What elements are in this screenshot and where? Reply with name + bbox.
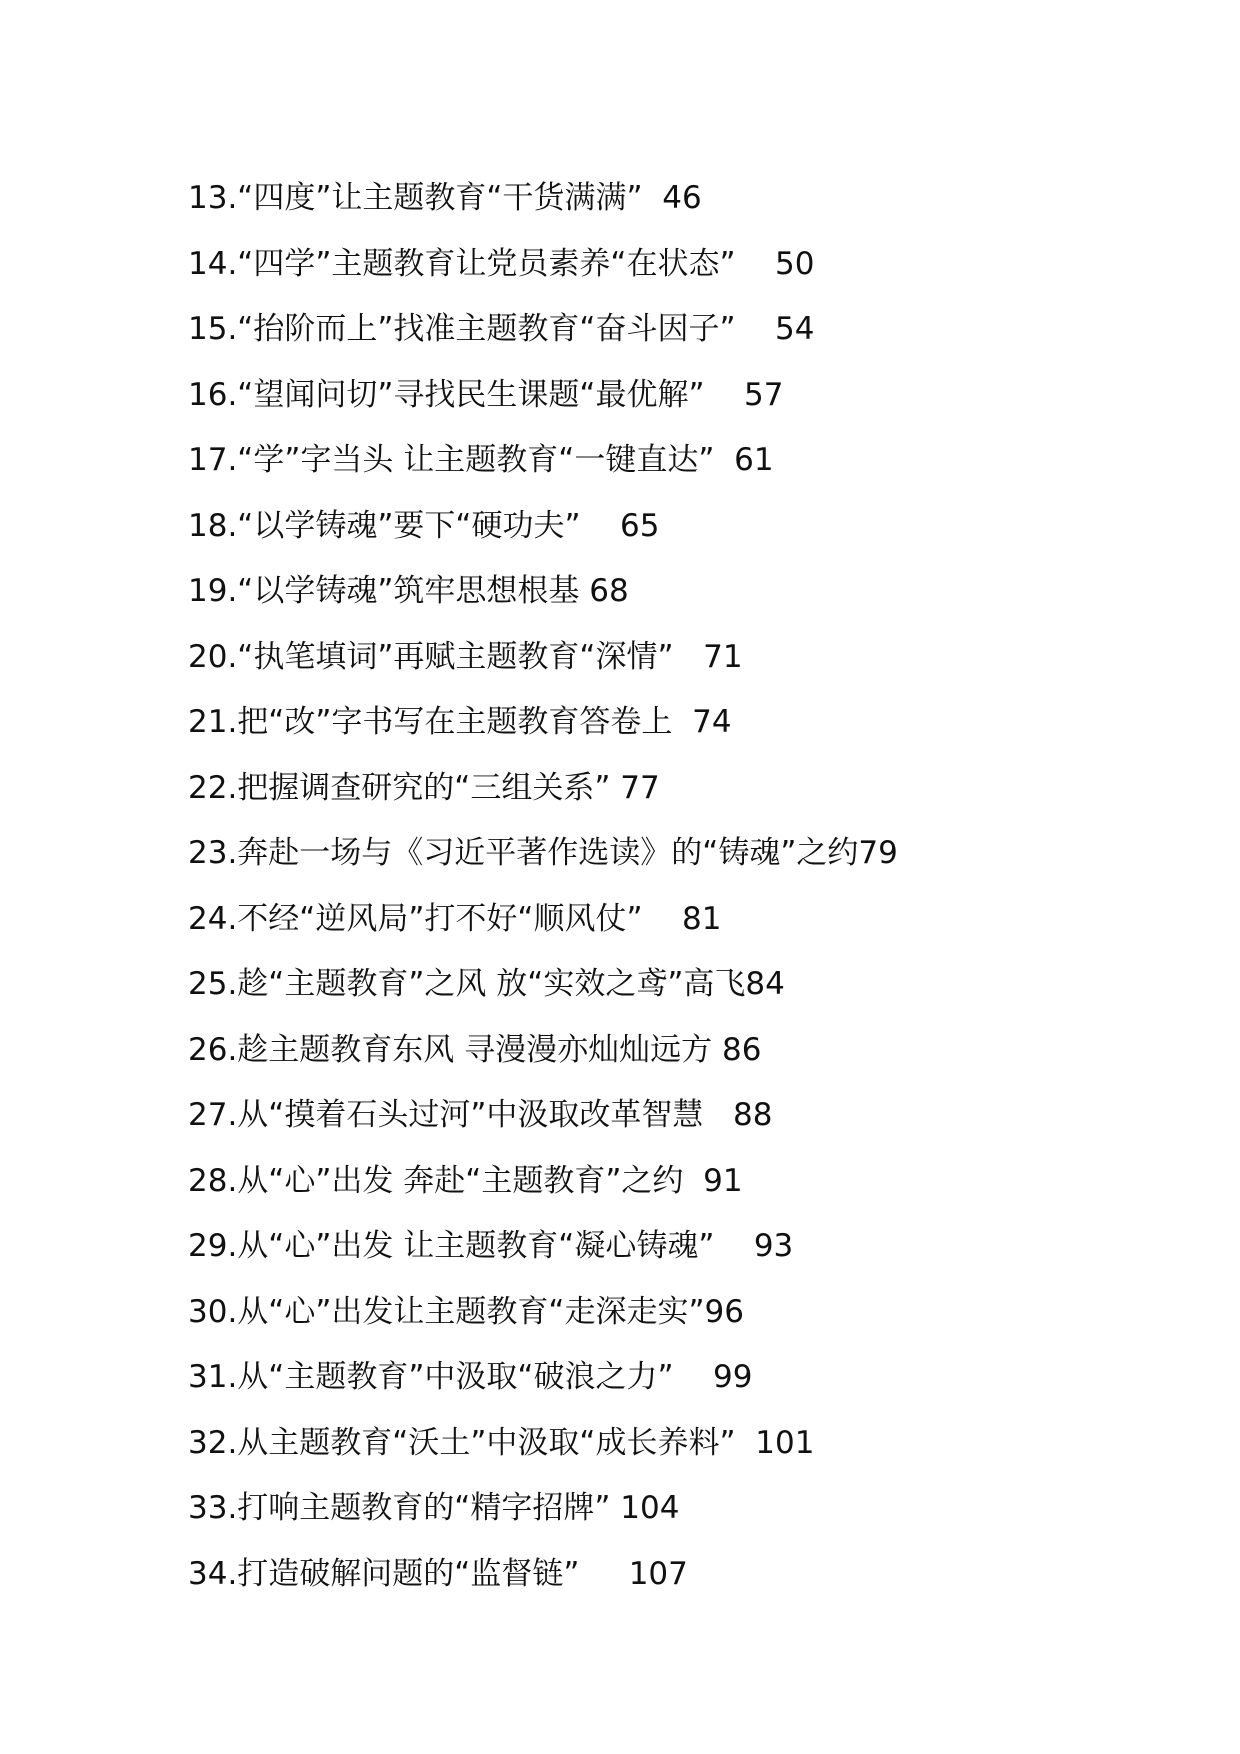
toc-entry-gap [579, 573, 589, 609]
toc-entry-title: 33.打响主题教育的“精字招牌” [188, 1490, 611, 1526]
toc-entry-gap [672, 704, 692, 740]
toc-entry-page-number: 96 [704, 1293, 744, 1330]
toc-entry [188, 1087, 1188, 1153]
toc-entry-title: 25.趁“主题教育”之风 放“实效之鸢”高飞 [188, 966, 746, 1002]
toc-entry [188, 825, 1188, 891]
toc-entry-page-number: 57 [743, 376, 784, 413]
toc-entry-gap [714, 442, 734, 478]
toc-entry [188, 1218, 1188, 1284]
toc-entry-page-number: 68 [589, 573, 629, 609]
toc-entry [188, 1022, 1188, 1088]
toc-entry [188, 1153, 1188, 1219]
toc-entry [188, 1284, 1188, 1350]
toc-entry-gap [714, 1228, 753, 1264]
toc-entry-title: 18.“以学铸魂”要下“硬功夫” [188, 507, 581, 544]
toc-entry-gap [579, 1556, 628, 1592]
toc-entry [188, 1546, 1188, 1612]
toc-entry-page-number: 79 [858, 835, 898, 871]
toc-entry-gap [705, 377, 744, 413]
toc-entry [188, 760, 1188, 826]
toc-entry-title: 28.从“心”出发 奔赴“主题教育”之约 [188, 1162, 684, 1199]
toc-entry [188, 432, 1188, 498]
toc-entry-page-number: 65 [619, 507, 660, 544]
toc-entry-gap [610, 1490, 620, 1526]
toc-entry-page-number: 50 [774, 245, 815, 282]
toc-entry-gap [610, 770, 620, 806]
toc-entry-page-number: 91 [703, 1162, 743, 1199]
toc-entry-title: 14.“四学”主题教育让党员素养“在状态” [188, 245, 736, 282]
toc-entry-title: 24.不经“逆风局”打不好“顺风仗” [188, 900, 643, 937]
toc-entry-title: 30.从“心”出发让主题教育“走深走实” [188, 1293, 705, 1330]
toc-entry-gap [712, 1032, 722, 1068]
toc-entry-gap [674, 1359, 713, 1395]
toc-entry-page-number: 88 [732, 1097, 773, 1133]
toc-entry [188, 563, 1188, 629]
toc-entry-page-number: 84 [745, 966, 785, 1002]
toc-entry-title: 19.“以学铸魂”筑牢思想根基 [188, 573, 580, 609]
toc-entry [188, 1480, 1188, 1546]
toc-entry-title: 15.“抬阶而上”找准主题教育“奋斗因子” [188, 311, 736, 347]
toc-entry-gap [581, 508, 620, 544]
toc-entry-title: 34.打造破解问题的“监督链” [188, 1555, 580, 1592]
toc-entry [188, 1415, 1188, 1481]
toc-entry-page-number: 81 [681, 900, 722, 937]
toc-entry-page-number: 99 [712, 1359, 753, 1395]
toc-entry [188, 956, 1188, 1022]
toc-entry-page-number: 71 [703, 638, 743, 675]
toc-entry-gap [674, 639, 704, 675]
toc-entry-page-number: 77 [620, 769, 660, 806]
toc-entry-gap [703, 1097, 733, 1133]
toc-entry-page-number: 86 [722, 1031, 762, 1068]
toc-entry-title: 23.奔赴一场与《习近平著作选读》的“铸魂”之约 [188, 835, 859, 871]
toc-entry [188, 367, 1188, 433]
toc-entry-page-number: 101 [755, 1424, 815, 1461]
toc-entry-page-number: 104 [620, 1490, 680, 1526]
toc-entry-title: 31.从“主题教育”中汲取“破浪之力” [188, 1359, 674, 1395]
toc-entry-page-number: 107 [628, 1555, 688, 1592]
toc-entry-gap [736, 311, 775, 347]
toc-entry-title: 13.“四度”让主题教育“干货满满” [188, 180, 643, 216]
toc-entry [188, 498, 1188, 564]
toc-entry-title: 17.“学”字当头 让主题教育“一键直达” [188, 442, 715, 478]
toc-entry-title: 20.“执笔填词”再赋主题教育“深情” [188, 638, 674, 675]
toc-entry-page-number: 61 [734, 442, 774, 478]
toc-entry-title: 26.趁主题教育东风 寻漫漫亦灿灿远方 [188, 1031, 713, 1068]
toc-entry-title: 16.“望闻问切”寻找民生课题“最优解” [188, 376, 705, 413]
toc-entry-gap [683, 1163, 703, 1199]
toc-entry-gap [736, 246, 775, 282]
toc-entry-title: 29.从“心”出发 让主题教育“凝心铸魂” [188, 1228, 715, 1264]
toc-entry [188, 891, 1188, 957]
toc-entry-gap [643, 180, 663, 216]
toc-entry-title: 27.从“摸着石头过河”中汲取改革智慧 [188, 1097, 704, 1133]
toc-entry-page-number: 74 [692, 704, 732, 740]
toc-entry-gap [643, 901, 682, 937]
toc-entry-page-number: 46 [662, 180, 702, 216]
toc-entry [188, 629, 1188, 695]
toc-entry-page-number: 54 [774, 311, 815, 347]
toc-entry [188, 1349, 1188, 1415]
toc-entry [188, 170, 1188, 236]
toc-entry [188, 694, 1188, 760]
toc-entry-title: 21.把“改”字书写在主题教育答卷上 [188, 704, 673, 740]
toc-entry-title: 22.把握调查研究的“三组关系” [188, 769, 611, 806]
toc-entry [188, 236, 1188, 302]
toc-entry [188, 301, 1188, 367]
toc-entry-title: 32.从主题教育“沃土”中汲取“成长养料” [188, 1424, 736, 1461]
toc-entry-gap [736, 1425, 756, 1461]
table-of-contents [188, 170, 1188, 1611]
toc-entry-page-number: 93 [753, 1228, 794, 1264]
